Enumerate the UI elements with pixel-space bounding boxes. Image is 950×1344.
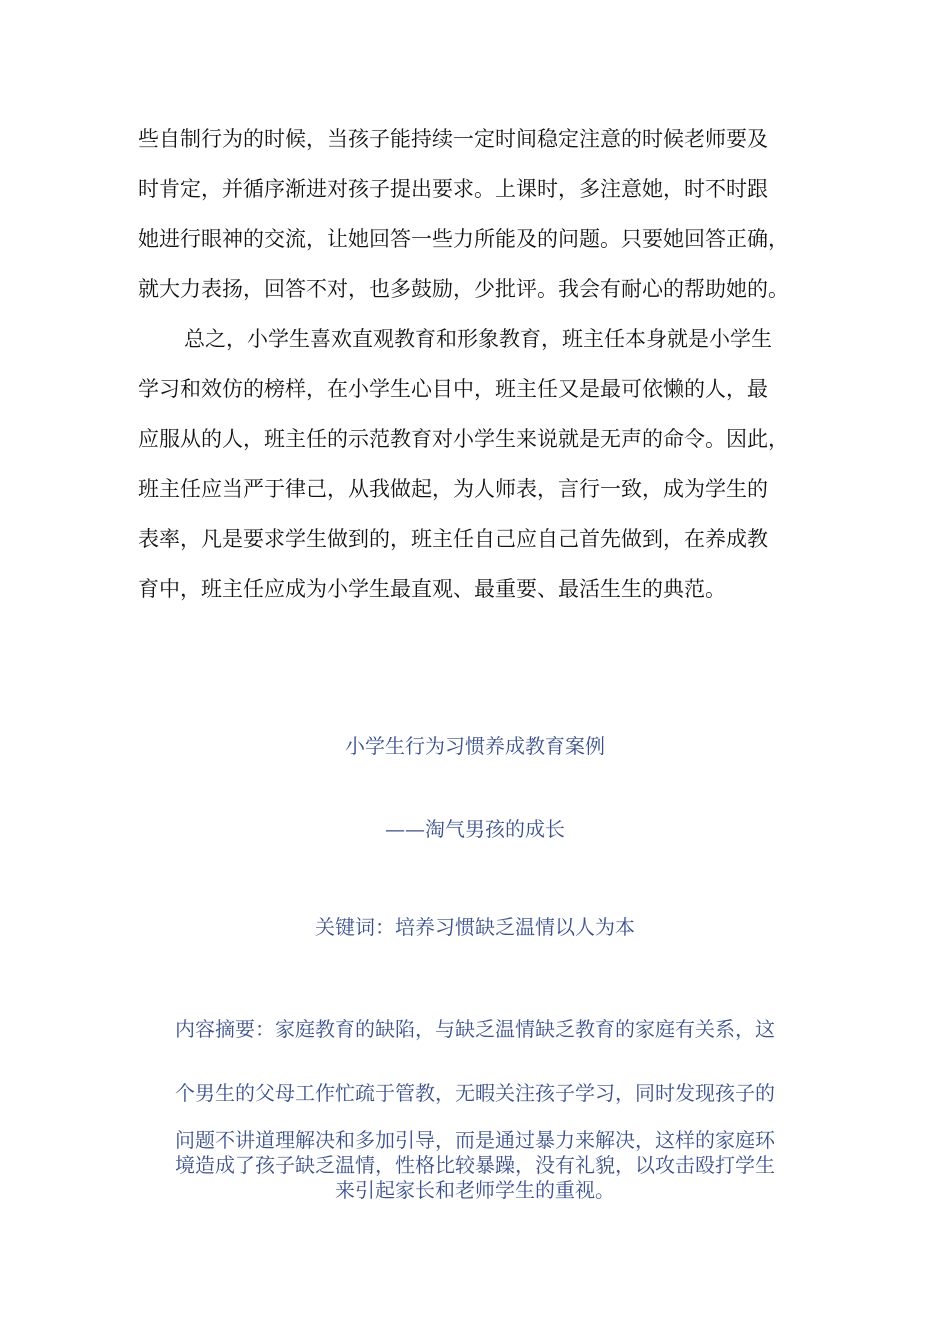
text-line: 班主任应当严于律己，从我做起，为人师表，言行一致，成为学生的 <box>138 477 768 501</box>
text-line: 应服从的人，班主任的示范教育对小学生来说就是无声的命令。因此， <box>138 427 789 451</box>
text-line: 学习和效仿的榜样，在小学生心目中，班主任又是最可依懒的人，最 <box>138 377 768 401</box>
abstract-line: 来引起家长和老师学生的重视。 <box>335 1178 615 1202</box>
paragraph-conclusion <box>138 314 828 614</box>
abstract-line: 问题不讲道理解决和多加引导，而是通过暴力来解决，这样的家庭环 <box>175 1128 775 1152</box>
article-title: 小学生行为习惯养成教育案例 <box>345 734 605 758</box>
abstract-line: 境造成了孩子缺乏温情，性格比较暴躁，没有礼貌，以攻击殴打学生 <box>175 1153 775 1177</box>
text-line: 时肯定，并循序渐进对孩子提出要求。上课时，多注意她，时不时跟 <box>138 177 768 201</box>
keywords-line: 关键词：培养习惯缺乏温情以人为本 <box>315 915 635 939</box>
abstract-line: 内容摘要：家庭教育的缺陷，与缺乏温情缺乏教育的家庭有关系，这 <box>175 1017 775 1041</box>
text-line: 总之，小学生喜欢直观教育和形象教育，班主任本身就是小学生 <box>184 327 772 351</box>
article-subtitle: ——淘气男孩的成长 <box>385 817 565 841</box>
abstract-continuation <box>0 1128 950 1203</box>
text-line: 她进行眼神的交流，让她回答一些力所能及的问题。只要她回答正确， <box>138 227 789 251</box>
paragraph-continuation <box>138 114 828 314</box>
abstract-line: 个男生的父母工作忙疏于管教，无暇关注孩子学习，同时发现孩子的 <box>175 1081 775 1105</box>
text-line: 育中，班主任应成为小学生最直观、最重要、最活生生的典范。 <box>138 577 726 601</box>
text-line: 表率，凡是要求学生做到的，班主任自己应自己首先做到，在养成教 <box>138 527 768 551</box>
text-line: 些自制行为的时候，当孩子能持续一定时间稳定注意的时候老师要及 <box>138 127 768 151</box>
text-line: 就大力表扬，回答不对，也多鼓励，少批评。我会有耐心的帮助她的。 <box>138 277 789 301</box>
